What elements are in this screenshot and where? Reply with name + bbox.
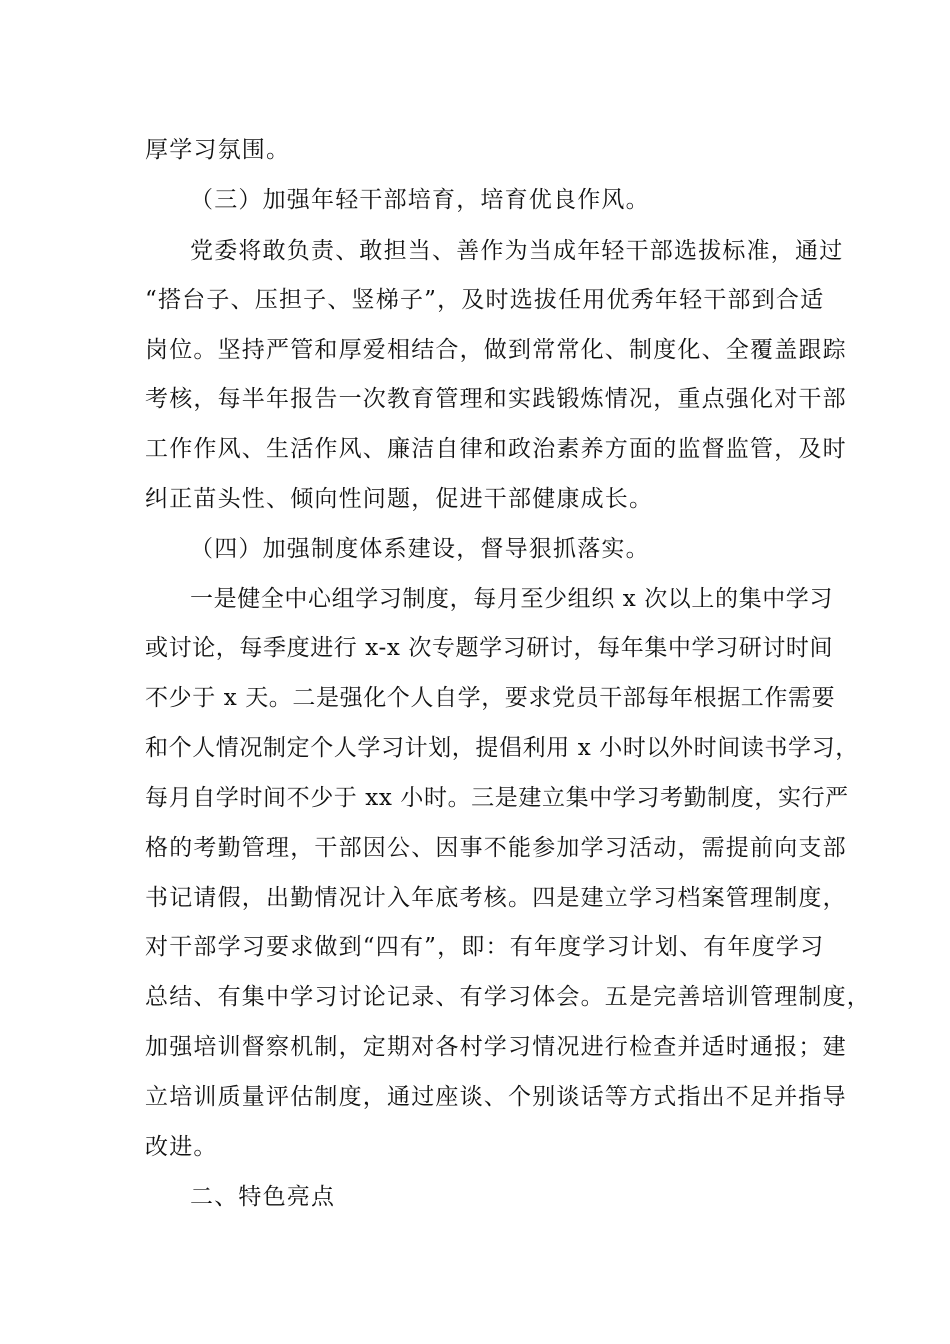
- text-line-19: 加强培训督察机制，定期对各村学习情况进行检查并适时通报；建: [145, 1034, 847, 1060]
- text-line-12: 不少于 x 天。二是强化个人自学，要求党员干部每年根据工作需要: [145, 685, 836, 711]
- text-line-20: 立培训质量评估制度，通过座谈、个别谈话等方式指出不足并指导: [145, 1084, 847, 1110]
- text-line-16: 书记请假，出勤情况计入年底考核。四是建立学习档案管理制度，: [145, 885, 847, 911]
- section-heading-2: 二、特色亮点: [190, 1184, 336, 1210]
- text-line-17: 对干部学习要求做到“四有”，即：有年度学习计划、有年度学习: [145, 934, 825, 960]
- text-line-3: 党委将敢负责、敢担当、善作为当成年轻干部选拔标准，通过: [190, 238, 844, 264]
- text-line-13: 和个人情况制定个人学习计划，提倡利用 x 小时以外时间读书学习，: [145, 735, 859, 761]
- text-line-18: 总结、有集中学习讨论记录、有学习体会。五是完善培训管理制度，: [145, 984, 871, 1010]
- text-line-4: “搭台子、压担子、竖梯子”，及时选拔任用优秀年轻干部到合适: [145, 287, 825, 313]
- text-line-14: 每月自学时间不少于 xx 小时。三是建立集中学习考勤制度，实行严: [145, 785, 849, 811]
- text-line-5: 岗位。坚持严管和厚爱相结合，做到常常化、制度化、全覆盖跟踪: [145, 337, 847, 363]
- section-heading-3: （三）加强年轻干部培育，培育优良作风。: [190, 187, 650, 213]
- text-line-21: 改进。: [145, 1134, 218, 1160]
- section-heading-4: （四）加强制度体系建设，督导狠抓落实。: [190, 536, 650, 562]
- text-line-8: 纠正苗头性、倾向性问题，促进干部健康成长。: [145, 486, 654, 512]
- text-line-7: 工作作风、生活作风、廉洁自律和政治素养方面的监督监管，及时: [145, 436, 847, 462]
- text-line-11: 或讨论，每季度进行 x-x 次专题学习研讨，每年集中学习研讨时间: [145, 635, 834, 661]
- text-line-10: 一是健全中心组学习制度，每月至少组织 x 次以上的集中学习: [190, 586, 833, 612]
- text-line-15: 格的考勤管理，干部因公、因事不能参加学习活动，需提前向支部: [145, 835, 847, 861]
- text-line-6: 考核，每半年报告一次教育管理和实践锻炼情况，重点强化对干部: [145, 386, 847, 412]
- text-line-1: 厚学习氛围。: [145, 137, 291, 163]
